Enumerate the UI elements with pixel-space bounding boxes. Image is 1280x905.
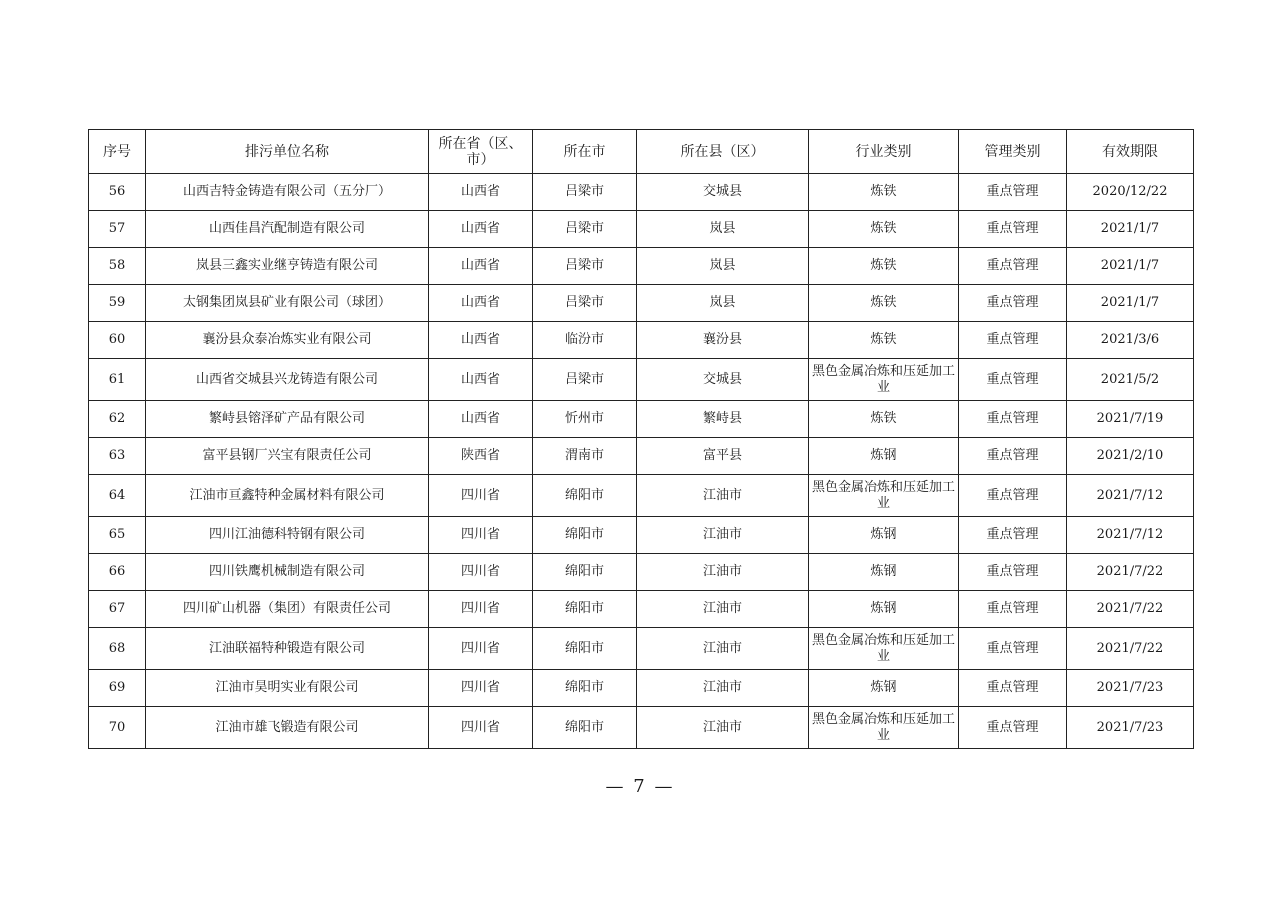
- cell-company-name: 襄汾县众泰冶炼实业有限公司: [146, 322, 429, 359]
- page-number: — 7 —: [605, 776, 675, 797]
- cell-city: 吕梁市: [533, 211, 637, 248]
- cell-company-name: 富平县钢厂兴宝有限责任公司: [146, 438, 429, 475]
- cell-valid-until: 2021/3/6: [1067, 322, 1194, 359]
- cell-valid-until: 2021/2/10: [1067, 438, 1194, 475]
- cell-valid-until: 2021/1/7: [1067, 211, 1194, 248]
- cell-city: 临汾市: [533, 322, 637, 359]
- cell-province: 山西省: [429, 248, 533, 285]
- cell-city: 绵阳市: [533, 628, 637, 670]
- cell-no: 60: [89, 322, 146, 359]
- cell-province: 山西省: [429, 401, 533, 438]
- header-valid-until: 有效期限: [1067, 130, 1194, 174]
- header-city: 所在市: [533, 130, 637, 174]
- cell-industry: 炼铁: [809, 211, 959, 248]
- cell-no: 67: [89, 591, 146, 628]
- table-row: [89, 628, 1194, 670]
- cell-industry: 炼铁: [809, 285, 959, 322]
- cell-province: 山西省: [429, 322, 533, 359]
- cell-valid-until: 2021/7/22: [1067, 628, 1194, 670]
- cell-no: 62: [89, 401, 146, 438]
- cell-city: 吕梁市: [533, 359, 637, 401]
- cell-county: 岚县: [637, 248, 809, 285]
- cell-valid-until: 2021/1/7: [1067, 248, 1194, 285]
- cell-industry: 炼铁: [809, 248, 959, 285]
- cell-no: 57: [89, 211, 146, 248]
- cell-city: 渭南市: [533, 438, 637, 475]
- cell-management: 重点管理: [959, 670, 1067, 707]
- cell-industry: 黑色金属冶炼和压延加工业: [809, 475, 959, 517]
- cell-city: 绵阳市: [533, 475, 637, 517]
- cell-province: 四川省: [429, 670, 533, 707]
- cell-city: 吕梁市: [533, 248, 637, 285]
- table-row: [89, 248, 1194, 285]
- cell-county: 江油市: [637, 554, 809, 591]
- cell-management: 重点管理: [959, 248, 1067, 285]
- header-management: 管理类别: [959, 130, 1067, 174]
- cell-valid-until: 2021/7/23: [1067, 670, 1194, 707]
- cell-city: 吕梁市: [533, 174, 637, 211]
- cell-county: 江油市: [637, 670, 809, 707]
- cell-company-name: 四川江油德科特钢有限公司: [146, 517, 429, 554]
- table-row: [89, 322, 1194, 359]
- cell-province: 四川省: [429, 591, 533, 628]
- cell-province: 四川省: [429, 707, 533, 749]
- cell-company-name: 江油市雄飞锻造有限公司: [146, 707, 429, 749]
- header-industry: 行业类别: [809, 130, 959, 174]
- cell-company-name: 山西吉特金铸造有限公司（五分厂）: [146, 174, 429, 211]
- cell-county: 襄汾县: [637, 322, 809, 359]
- cell-company-name: 四川铁鹰机械制造有限公司: [146, 554, 429, 591]
- cell-city: 忻州市: [533, 401, 637, 438]
- table-row: [89, 517, 1194, 554]
- cell-company-name: 江油市昊明实业有限公司: [146, 670, 429, 707]
- cell-management: 重点管理: [959, 285, 1067, 322]
- cell-no: 63: [89, 438, 146, 475]
- cell-province: 四川省: [429, 475, 533, 517]
- cell-no: 58: [89, 248, 146, 285]
- cell-company-name: 江油市亘鑫特种金属材料有限公司: [146, 475, 429, 517]
- cell-valid-until: 2020/12/22: [1067, 174, 1194, 211]
- cell-province: 四川省: [429, 517, 533, 554]
- table-row: [89, 438, 1194, 475]
- cell-company-name: 岚县三鑫实业继亨铸造有限公司: [146, 248, 429, 285]
- cell-industry: 炼钢: [809, 554, 959, 591]
- cell-management: 重点管理: [959, 211, 1067, 248]
- cell-no: 68: [89, 628, 146, 670]
- cell-valid-until: 2021/1/7: [1067, 285, 1194, 322]
- cell-province: 陕西省: [429, 438, 533, 475]
- cell-province: 山西省: [429, 174, 533, 211]
- table-row: [89, 359, 1194, 401]
- cell-province: 四川省: [429, 628, 533, 670]
- cell-company-name: 山西佳昌汽配制造有限公司: [146, 211, 429, 248]
- cell-city: 吕梁市: [533, 285, 637, 322]
- table-row: [89, 285, 1194, 322]
- header-no: 序号: [89, 130, 146, 174]
- cell-county: 交城县: [637, 174, 809, 211]
- cell-city: 绵阳市: [533, 517, 637, 554]
- cell-management: 重点管理: [959, 174, 1067, 211]
- cell-no: 66: [89, 554, 146, 591]
- table-header-row: [89, 130, 1194, 174]
- cell-industry: 炼钢: [809, 670, 959, 707]
- cell-county: 江油市: [637, 475, 809, 517]
- cell-valid-until: 2021/7/22: [1067, 554, 1194, 591]
- header-company-name: 排污单位名称: [146, 130, 429, 174]
- table-row: [89, 591, 1194, 628]
- cell-county: 富平县: [637, 438, 809, 475]
- cell-county: 江油市: [637, 707, 809, 749]
- cell-valid-until: 2021/7/22: [1067, 591, 1194, 628]
- cell-industry: 炼铁: [809, 401, 959, 438]
- cell-province: 山西省: [429, 285, 533, 322]
- cell-city: 绵阳市: [533, 707, 637, 749]
- table-body: [89, 174, 1194, 749]
- cell-no: 59: [89, 285, 146, 322]
- cell-province: 四川省: [429, 554, 533, 591]
- table-row: [89, 554, 1194, 591]
- cell-management: 重点管理: [959, 322, 1067, 359]
- cell-county: 江油市: [637, 517, 809, 554]
- cell-no: 70: [89, 707, 146, 749]
- table-row: [89, 707, 1194, 749]
- cell-valid-until: 2021/7/19: [1067, 401, 1194, 438]
- cell-management: 重点管理: [959, 401, 1067, 438]
- cell-no: 56: [89, 174, 146, 211]
- cell-county: 岚县: [637, 211, 809, 248]
- cell-management: 重点管理: [959, 591, 1067, 628]
- cell-valid-until: 2021/7/12: [1067, 517, 1194, 554]
- cell-company-name: 繁峙县镕泽矿产品有限公司: [146, 401, 429, 438]
- table-row: [89, 475, 1194, 517]
- cell-industry: 黑色金属冶炼和压延加工业: [809, 707, 959, 749]
- cell-management: 重点管理: [959, 707, 1067, 749]
- cell-industry: 炼钢: [809, 591, 959, 628]
- cell-management: 重点管理: [959, 628, 1067, 670]
- cell-county: 岚县: [637, 285, 809, 322]
- pollutant-permit-table: [88, 129, 1194, 749]
- table-row: [89, 211, 1194, 248]
- cell-management: 重点管理: [959, 475, 1067, 517]
- cell-county: 繁峙县: [637, 401, 809, 438]
- table-row: [89, 670, 1194, 707]
- cell-county: 交城县: [637, 359, 809, 401]
- cell-company-name: 山西省交城县兴龙铸造有限公司: [146, 359, 429, 401]
- cell-management: 重点管理: [959, 517, 1067, 554]
- cell-management: 重点管理: [959, 359, 1067, 401]
- cell-industry: 炼铁: [809, 322, 959, 359]
- cell-province: 山西省: [429, 211, 533, 248]
- cell-county: 江油市: [637, 628, 809, 670]
- cell-city: 绵阳市: [533, 554, 637, 591]
- cell-management: 重点管理: [959, 438, 1067, 475]
- cell-valid-until: 2021/7/12: [1067, 475, 1194, 517]
- cell-company-name: 江油联福特种锻造有限公司: [146, 628, 429, 670]
- header-province: 所在省（区、市）: [429, 130, 533, 174]
- cell-county: 江油市: [637, 591, 809, 628]
- cell-no: 61: [89, 359, 146, 401]
- cell-no: 69: [89, 670, 146, 707]
- cell-industry: 黑色金属冶炼和压延加工业: [809, 628, 959, 670]
- cell-valid-until: 2021/5/2: [1067, 359, 1194, 401]
- header-county: 所在县（区）: [637, 130, 809, 174]
- cell-industry: 炼铁: [809, 174, 959, 211]
- cell-valid-until: 2021/7/23: [1067, 707, 1194, 749]
- cell-city: 绵阳市: [533, 670, 637, 707]
- table-row: [89, 174, 1194, 211]
- cell-company-name: 太钢集团岚县矿业有限公司（球团）: [146, 285, 429, 322]
- cell-no: 64: [89, 475, 146, 517]
- cell-no: 65: [89, 517, 146, 554]
- cell-province: 山西省: [429, 359, 533, 401]
- cell-industry: 炼钢: [809, 517, 959, 554]
- cell-city: 绵阳市: [533, 591, 637, 628]
- cell-company-name: 四川矿山机器（集团）有限责任公司: [146, 591, 429, 628]
- cell-industry: 黑色金属冶炼和压延加工业: [809, 359, 959, 401]
- cell-industry: 炼钢: [809, 438, 959, 475]
- table-row: [89, 401, 1194, 438]
- cell-management: 重点管理: [959, 554, 1067, 591]
